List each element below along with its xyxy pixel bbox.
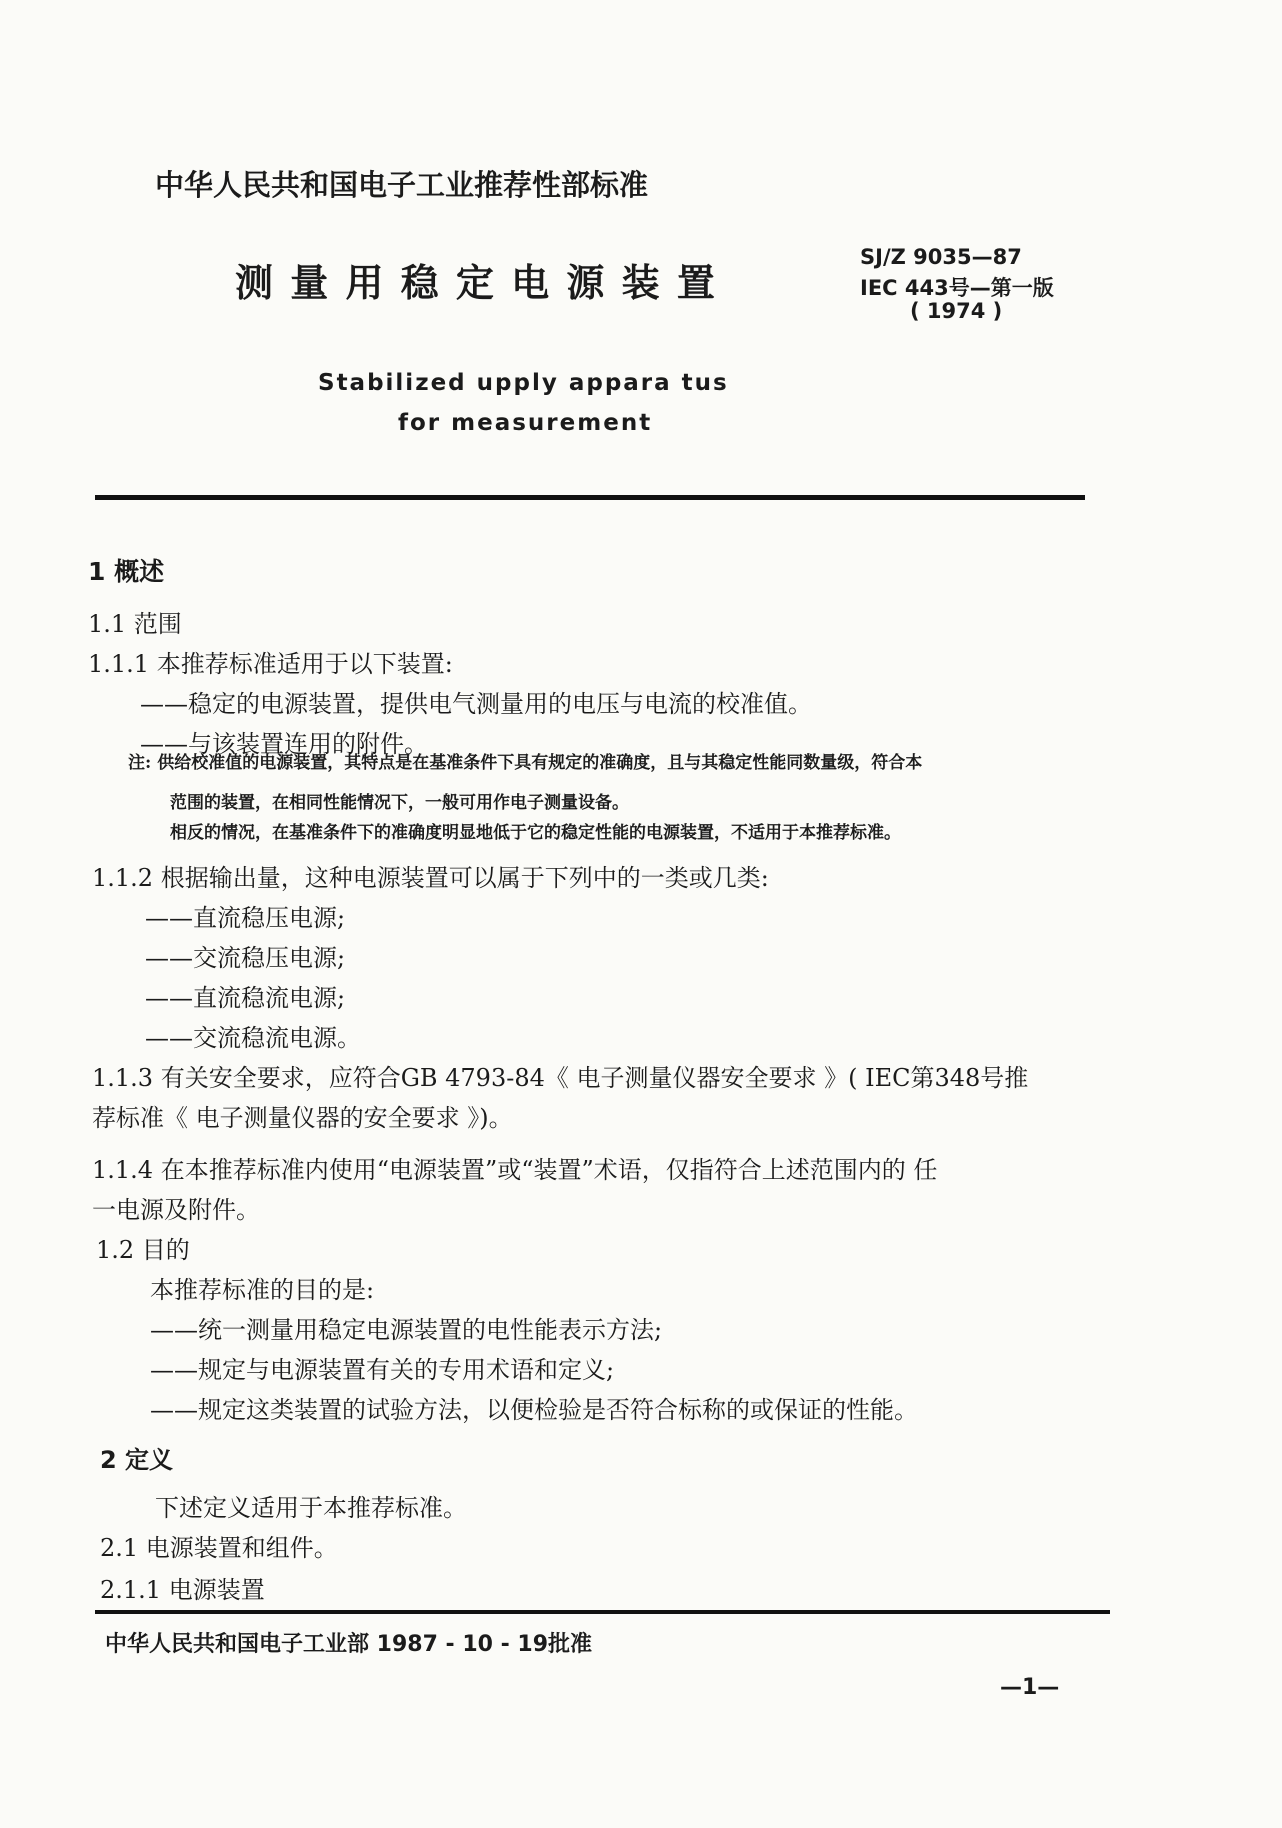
section-2-intro: 下述定义适用于本推荐标准。 [155, 1494, 467, 1522]
section-1-1-2: 1.1.2 根据输出量，这种电源装置可以属于下列中的一类或几类: [92, 864, 769, 892]
section-1-heading: 1 概述 [88, 557, 165, 586]
list-item: ——稳定的电源装置，提供电气测量用的电压与电流的校准值。 [140, 690, 812, 718]
header-divider [95, 495, 1085, 500]
list-item: ——交流稳流电源。 [145, 1024, 361, 1052]
iec-number: IEC 443号—第一版 [860, 276, 1054, 300]
list-item: ——规定这类装置的试验方法，以便检验是否符合标称的或保证的性能。 [150, 1396, 918, 1424]
list-item: ——规定与电源装置有关的专用术语和定义; [150, 1356, 615, 1384]
section-2-heading: 2 定义 [100, 1446, 174, 1474]
section-1-1-3-line2: 荐标准《 电子测量仪器的安全要求 》)。 [92, 1104, 513, 1132]
list-item: ——统一测量用稳定电源装置的电性能表示方法; [150, 1316, 663, 1344]
list-item: ——交流稳压电源; [145, 944, 346, 972]
section-1-1-4-line2: 一电源及附件。 [92, 1196, 260, 1224]
section-1-1-1: 1.1.1 本推荐标准适用于以下装置: [88, 650, 453, 678]
section-1-1: 1.1 范围 [88, 610, 182, 638]
section-2-1: 2.1 电源装置和组件。 [100, 1534, 338, 1562]
english-title-line2: for measurement [398, 410, 653, 436]
iec-year: ( 1974 ) [910, 299, 1003, 323]
section-1-2-intro: 本推荐标准的目的是: [150, 1276, 375, 1304]
document-title: 测 量 用 稳 定 电 源 装 置 [235, 261, 717, 305]
note-line: 注: 供给校准值的电源装置，其特点是在基准条件下具有规定的准确度，且与其稳定性能同数量级，符合本 [128, 753, 923, 773]
list-item: ——直流稳流电源; [145, 984, 346, 1012]
section-2-1-1: 2.1.1 电源装置 [100, 1576, 265, 1604]
standard-number: SJ/Z 9035—87 [860, 245, 1022, 269]
issuer-line: 中华人民共和国电子工业推荐性部标准 [155, 168, 649, 202]
footer-divider [95, 1610, 1110, 1614]
section-1-2: 1.2 目的 [96, 1236, 190, 1264]
page-number: —1— [1000, 1675, 1060, 1700]
note-line: 范围的装置，在相同性能情况下，一般可用作电子测量设备。 [170, 793, 629, 813]
section-1-1-4-line1: 1.1.4 在本推荐标准内使用“电源装置”或“装置”术语，仅指符合上述范围内的 任 [92, 1156, 938, 1184]
list-item: ——直流稳压电源; [145, 904, 346, 932]
approval-line: 中华人民共和国电子工业部 1987 - 10 - 19批准 [105, 1632, 593, 1657]
section-1-1-3-line1: 1.1.3 有关安全要求，应符合GB 4793-84《 电子测量仪器安全要求 》( IEC第348号推 [92, 1064, 1029, 1092]
list-item: ——与该装置连用的附件。 [140, 730, 428, 758]
english-title-line1: Stabilized upply appara tus [318, 370, 729, 396]
note-line: 相反的情况，在基准条件下的准确度明显地低于它的稳定性能的电源装置，不适用于本推荐标准。 [170, 823, 901, 843]
